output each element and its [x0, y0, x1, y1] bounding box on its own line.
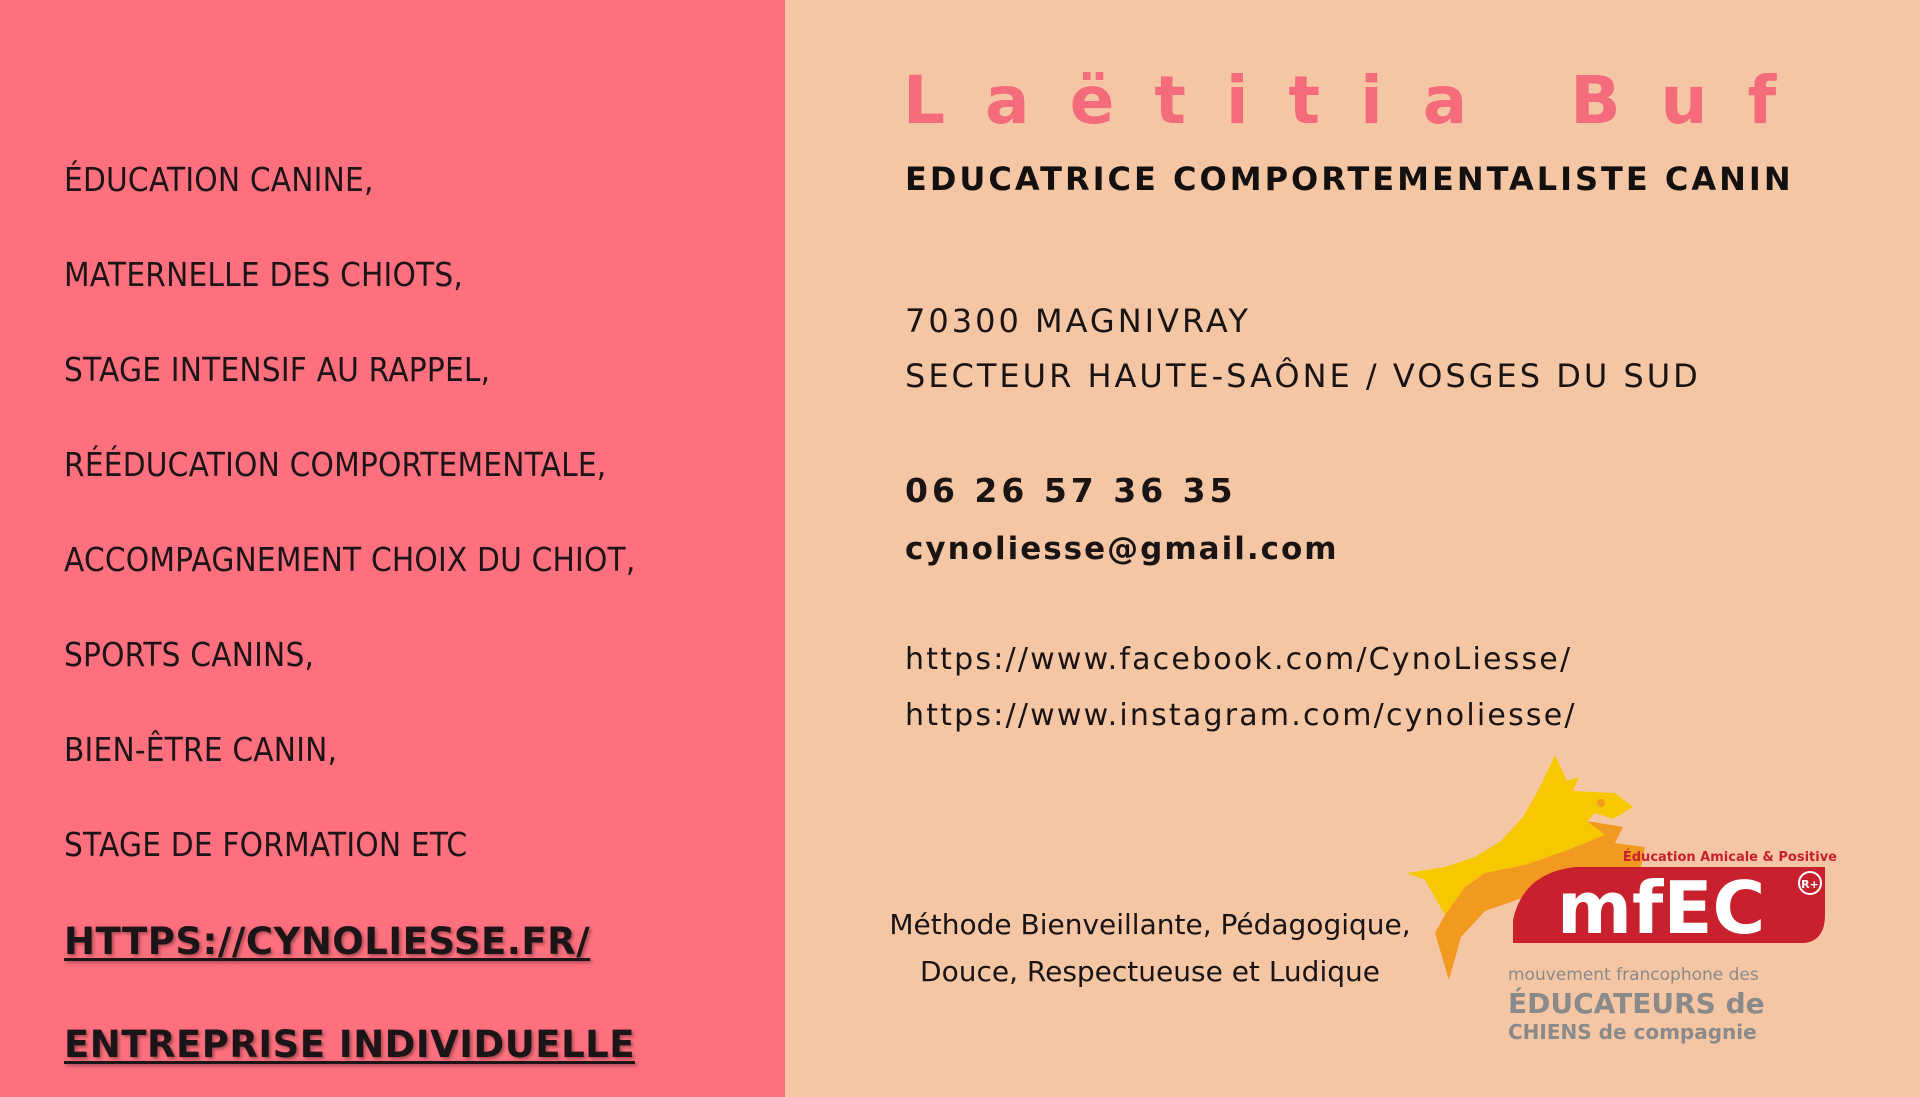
service-choix-chiot: ACCOMPAGNEMENT CHOIX DU CHIOT, [64, 540, 636, 579]
address-line-2: SECTEUR HAUTE-SAÔNE / VOSGES DU SUD [905, 357, 1701, 395]
website-link[interactable]: HTTPS://CYNOLIESSE.FR/ [64, 920, 591, 963]
service-education-canine: ÉDUCATION CANINE, [64, 160, 374, 199]
person-name: Laëtitia Buf [903, 62, 1817, 139]
service-reeducation: RÉÉDUCATION COMPORTEMENTALE, [64, 445, 607, 484]
logo-line-3: CHIENS de compagnie [1508, 1020, 1757, 1044]
logo-mark: mfEC [1557, 866, 1766, 950]
address-line-1: 70300 MAGNIVRAY [905, 302, 1251, 340]
method-line-1: Méthode Bienveillante, Pédagogique, [889, 908, 1411, 941]
email-address[interactable]: cynoliesse@gmail.com [905, 531, 1339, 567]
service-stage-rappel: STAGE INTENSIF AU RAPPEL, [64, 350, 491, 389]
method-line-2: Douce, Respectueuse et Ludique [920, 955, 1380, 988]
service-bien-etre: BIEN-ÊTRE CANIN, [64, 730, 338, 769]
job-title: EDUCATRICE COMPORTEMENTALISTE CANIN [905, 160, 1794, 198]
service-stage-formation: STAGE DE FORMATION ETC [64, 825, 468, 864]
phone-number[interactable]: 06 26 57 36 35 [905, 471, 1237, 510]
mfec-logo [1405, 755, 1845, 1055]
logo-line-1: mouvement francophone des [1508, 965, 1759, 985]
logo-superscript: R+ [1801, 878, 1819, 891]
facebook-link[interactable]: https://www.facebook.com/CynoLiesse/ [905, 642, 1573, 677]
left-panel [0, 0, 785, 1097]
logo-line-2: ÉDUCATEURS de [1508, 987, 1765, 1020]
service-sports-canins: SPORTS CANINS, [64, 635, 315, 674]
service-maternelle-chiots: MATERNELLE DES CHIOTS, [64, 255, 463, 294]
instagram-link[interactable]: https://www.instagram.com/cynoliesse/ [905, 698, 1577, 733]
company-type: ENTREPRISE INDIVIDUELLE [64, 1023, 635, 1066]
logo-tagline: Éducation Amicale & Positive [1622, 850, 1837, 865]
